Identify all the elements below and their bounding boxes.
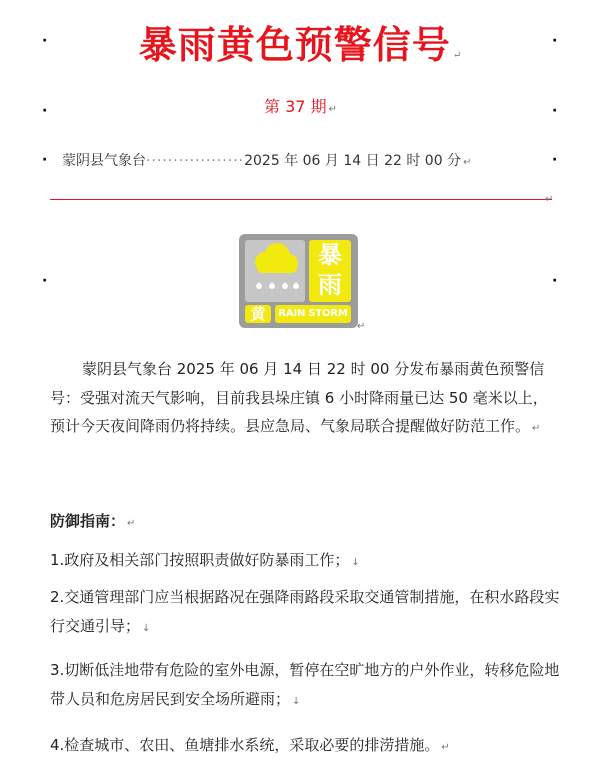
red-divider-line: [50, 199, 552, 200]
selection-handle[interactable]: ·: [552, 33, 558, 49]
guidance-item-text: 2.交通管理部门应当根据路况在强降雨路段采取交通管制措施，在积水路段实行交通引导；: [50, 588, 560, 635]
guidance-item-text: 1.政府及相关部门按照职责做好防暴雨工作；: [50, 551, 350, 569]
guidance-item-4: [50, 731, 560, 763]
warning-body-text: 蒙阴县气象台 2025 年 06 月 14 日 22 时 00 分发布暴雨黄色预警信号：受强对流天气影响，目前我县垛庄镇 6 小时降雨量已达 50 毫米以上，预计今天夜间降雨仍将持续。县应急局、气象局联合提醒做好防范工作。: [50, 360, 548, 435]
rainstorm-yellow-warning-icon[interactable]: [239, 234, 358, 328]
paragraph-mark: ↵: [463, 157, 472, 168]
guidance-item-2: [50, 583, 560, 643]
guidance-item-1: [50, 546, 560, 578]
cloud-rain-icon: [245, 240, 305, 302]
selection-handle[interactable]: ·: [42, 33, 48, 49]
paragraph-mark: ↵: [545, 194, 554, 205]
warning-body-paragraph: [50, 355, 560, 444]
issuer-dateline: [62, 150, 471, 170]
paragraph-mark: ↵: [328, 104, 337, 115]
issue-number-text: 第 37 期: [264, 97, 327, 116]
selection-handle[interactable]: ·: [552, 273, 558, 289]
warning-title: [0, 14, 601, 69]
paragraph-mark: ↵: [532, 423, 541, 434]
selection-handle[interactable]: ·: [42, 152, 48, 168]
issue-number: [0, 94, 601, 117]
issued-time: 2025 年 06 月 14 日 22 时 00 分: [244, 153, 462, 169]
paragraph-mark: ↵: [441, 742, 450, 753]
guidance-item-text: 3.切断低洼地带有危险的室外电源，暂停在空旷地方的户外作业，转移危险地带人员和危房居民到安全场所避雨；: [50, 661, 560, 708]
guidance-item-text: 4.检查城市、农田、鱼塘排水系统，采取必要的排涝措施。: [50, 736, 440, 754]
issuing-office: 蒙阴县气象台: [62, 153, 146, 169]
icon-english-label: RAIN STORM: [278, 308, 348, 319]
selection-handle[interactable]: ·: [552, 152, 558, 168]
line-break-mark: ↓: [292, 695, 301, 707]
icon-char-bottom: 雨: [318, 271, 342, 299]
selection-handle[interactable]: ·: [552, 103, 558, 119]
icon-char-top: 暴: [318, 241, 342, 269]
guidance-heading-text: 防御指南：: [50, 512, 126, 530]
guidance-item-3: [50, 656, 560, 716]
line-break-mark: ↓: [142, 622, 151, 634]
paragraph-mark: ↵: [357, 321, 366, 332]
paragraph-mark: ↵: [127, 518, 136, 529]
paragraph-mark: ↵: [452, 50, 463, 61]
selection-handle[interactable]: ·: [42, 273, 48, 289]
selection-handle[interactable]: ·: [42, 103, 48, 119]
leader-dots: ··················: [146, 153, 245, 169]
icon-level-char: 黄: [250, 305, 266, 323]
guidance-heading: [50, 510, 135, 531]
line-break-mark: ↓: [351, 557, 360, 568]
warning-title-text: 暴雨黄色预警信号: [138, 22, 451, 67]
